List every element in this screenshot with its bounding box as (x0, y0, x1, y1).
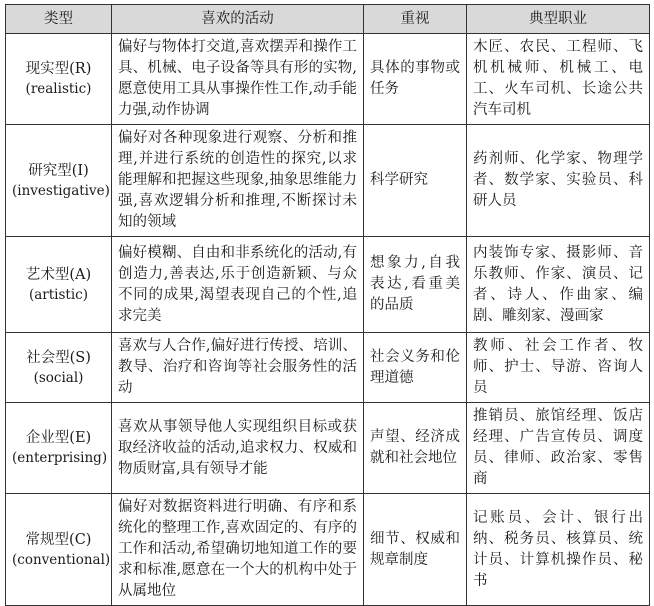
table-row (6, 333, 650, 403)
activities-cell: 偏好与物体打交道,喜欢摆弄和操作工具、机械、电子设备等具有形的实物,愿意使用工具从事操作性工作,动手能力强,动作协调 (112, 34, 364, 125)
header-activities: 喜欢的活动 (112, 5, 364, 34)
header-type: 类型 (6, 5, 112, 34)
values-cell: 科学研究 (364, 125, 467, 237)
type-name: 现实型(R) (25, 61, 92, 77)
activities-cell: 偏好对各种现象进行观察、分析和推理,并进行系统的创造性的探究,以求能理解和把握这些现象,抽象思维能力强,喜欢逻辑分析和推理,不断探讨未知的领域 (112, 125, 364, 237)
type-name: 企业型(E) (25, 430, 92, 446)
activities-cell: 喜欢与人合作,偏好进行传授、培训、教导、治疗和咨询等社会服务性的活动 (112, 333, 364, 403)
type-name: 艺术型(A) (25, 266, 92, 283)
values-cell: 社会义务和伦理道德 (364, 333, 467, 403)
table-row (6, 494, 650, 606)
header-row (6, 5, 650, 34)
type-cell (6, 34, 112, 125)
header-values: 重视 (364, 5, 467, 34)
type-cell (6, 237, 112, 333)
type-english: (artistic) (28, 286, 88, 303)
type-cell (6, 494, 112, 606)
jobs-cell: 药剂师、化学家、物理学者、数学家、实验员、科研人员 (467, 125, 650, 237)
type-name: 社会型(S) (26, 349, 91, 366)
activities-cell: 偏好模糊、自由和非系统化的活动,有创造力,善表达,乐于创造新颖、与众不同的成果,渴望表现自己的个性,追求完美 (112, 237, 364, 333)
table-row (6, 403, 650, 494)
values-cell: 想象力,自我表达,看重美的品质 (364, 237, 467, 333)
table-row (6, 34, 650, 125)
header-jobs: 典型职业 (467, 5, 650, 34)
type-cell (6, 333, 112, 403)
values-cell: 声望、经济成就和社会地位 (364, 403, 467, 494)
holland-types-table (5, 4, 650, 606)
jobs-cell: 记账员、会计、银行出纳、税务员、核算员、统计员、计算机操作员、秘书 (467, 494, 650, 606)
type-english: (conventional) (12, 551, 111, 568)
jobs-cell: 教师、社会工作者、牧师、护士、导游、咨询人员 (467, 333, 650, 403)
type-name: 研究型(I) (28, 162, 89, 179)
jobs-cell: 内装饰专家、摄影师、音乐教师、作家、演员、记者、诗人、作曲家、编剧、雕刻家、漫画家 (467, 237, 650, 333)
values-cell: 具体的事物或任务 (364, 34, 467, 125)
table-row (6, 237, 650, 333)
jobs-cell: 木匠、农民、工程师、飞机机械师、机械工、电工、火车司机、长途公共汽车司机 (467, 34, 650, 125)
type-english: (realistic) (25, 81, 92, 97)
type-english: (enterprising) (12, 450, 108, 466)
activities-cell: 喜欢从事领导他人实现组织目标或获取经济收益的活动,追求权力、权威和物质财富,具有领导才能 (112, 403, 364, 494)
activities-cell: 偏好对数据资料进行明确、有序和系统化的整理工作,喜欢固定的、有序的工作和活动,希望确切地知道工作的要求和标准,愿意在一个大的机构中处于从属地位 (112, 494, 364, 606)
jobs-cell: 推销员、旅馆经理、饭店经理、广告宣传员、调度员、律师、政治家、零售商 (467, 403, 650, 494)
table-row (6, 125, 650, 237)
type-cell (6, 403, 112, 494)
type-english: (investigative) (12, 182, 110, 199)
type-english: (social) (33, 369, 84, 386)
type-cell (6, 125, 112, 237)
values-cell: 细节、权威和规章制度 (364, 494, 467, 606)
type-name: 常规型(C) (25, 531, 92, 548)
